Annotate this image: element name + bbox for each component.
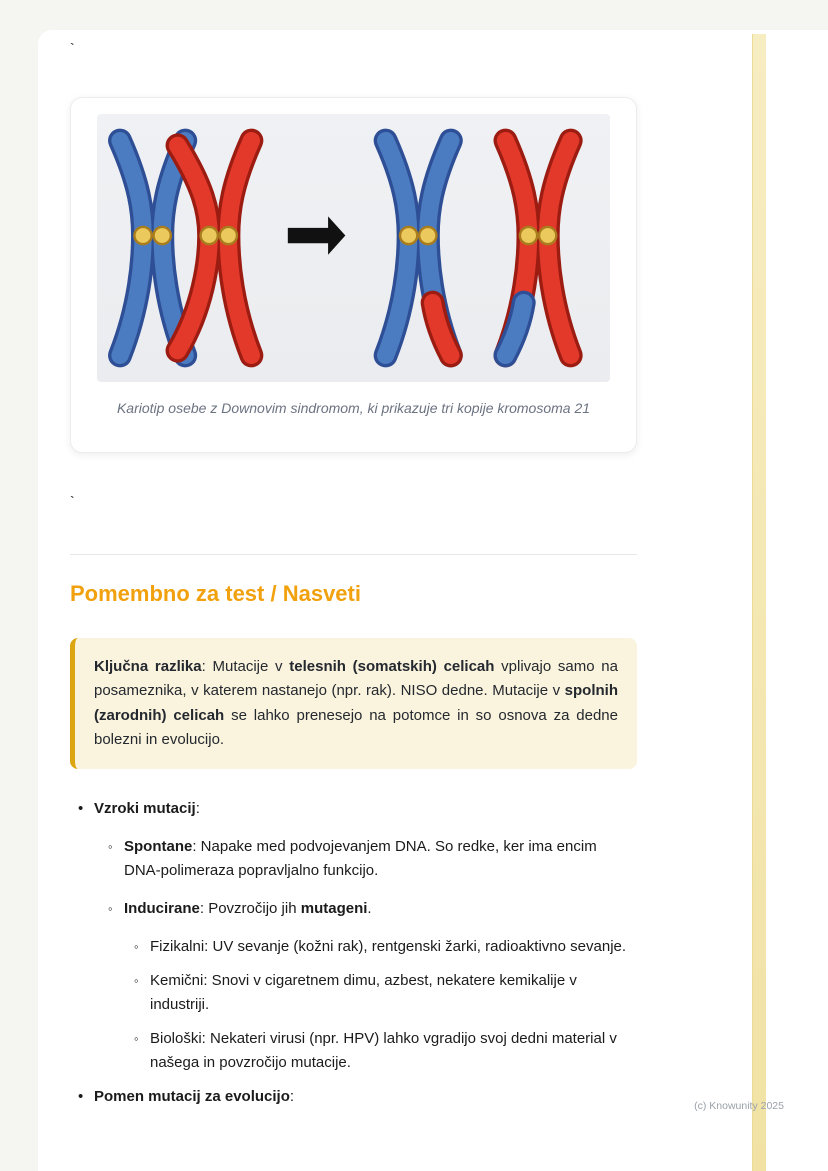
figure-caption: Kariotip osebe z Downovim sindromom, ki prikazuje tri kopije kromosoma 21 [116,400,591,416]
list-item-vzroki [78,797,637,821]
list-item-pomen [78,1085,637,1109]
centromere-dot [220,227,237,244]
circle-bullet-icon: ◦ [134,973,139,989]
bullet-icon: • [78,800,84,818]
circle-bullet-icon: ◦ [108,901,113,917]
list-item-text: Spontane: Napake med podvojevanjem DNA. So redke, ker ima encim DNA-polimeraza popravljalno funkcijo. [124,838,597,880]
circle-bullet-icon: ◦ [108,839,113,855]
circle-bullet-icon: ◦ [134,939,139,955]
centromere-dot [520,227,537,244]
chromosome-red-recombinant [505,141,570,356]
document-page [38,30,828,1171]
list-item-text: Kemični: Snovi v cigaretnem dimu, azbest, nekatere kemikalije v industriji. [150,972,577,1014]
centromere-dot [134,227,151,244]
chromosome-blue-recombinant [386,141,451,356]
watermark: (c) Knowunity 2025 [694,1100,784,1112]
inline-code-tick-top: ` [70,40,75,56]
list-item-inducirane [108,897,637,921]
list-item-text: Biološki: Nekateri virusi (npr. HPV) lahko vgradijo svoj dedni material v našega in povzročijo mutacije. [150,1030,617,1072]
list-item-text: Pomen mutacij za evolucijo: [94,1088,295,1106]
callout-text: Ključna razlika: Mutacije v telesnih (somatskih) celicah vplivajo samo na posameznika, v katerem nastanejo (npr. rak). NISO dedne. Mutacije v spolnih (zarodnih) celicah se lahko prenesejo na potomce in so osnova za dedne bolezni in evolucijo. [94,657,618,748]
list-item-text: Fizikalni: UV sevanje (kožni rak), rentgenski žarki, radioaktivno sevanje. [150,938,627,956]
figure-illustration [97,114,610,382]
bullet-list [70,797,637,1109]
inline-code-tick-mid: ` [70,493,75,510]
chromosome-red-left-crossing [178,141,252,356]
document-content [70,30,637,1123]
list-item-spontane [108,835,637,883]
centromere-dot [400,227,417,244]
chromosome-translocation-illustration [97,114,610,382]
centromere-dot [201,227,218,244]
centromere-dot [154,227,171,244]
list-item-text: Vzroki mutacij: [94,800,200,818]
chromosome-blue-left [120,141,185,356]
bullet-icon: • [78,1088,84,1106]
centromere-dot [539,227,556,244]
section-heading: Pomembno za test / Nasveti [70,581,361,607]
section-divider [70,554,637,555]
list-item-text: Inducirane: Povzročijo jih mutageni. [124,900,372,918]
arrow-right-icon [288,216,346,254]
key-difference-callout [70,638,637,770]
notebook-edge-strip [752,34,766,1171]
list-item-kemicni [134,969,637,1017]
figure-card [70,97,637,453]
list-item-fizikalni [134,935,637,959]
circle-bullet-icon: ◦ [134,1031,139,1047]
list-item-bioloski [134,1027,637,1075]
centromere-dot [419,227,436,244]
